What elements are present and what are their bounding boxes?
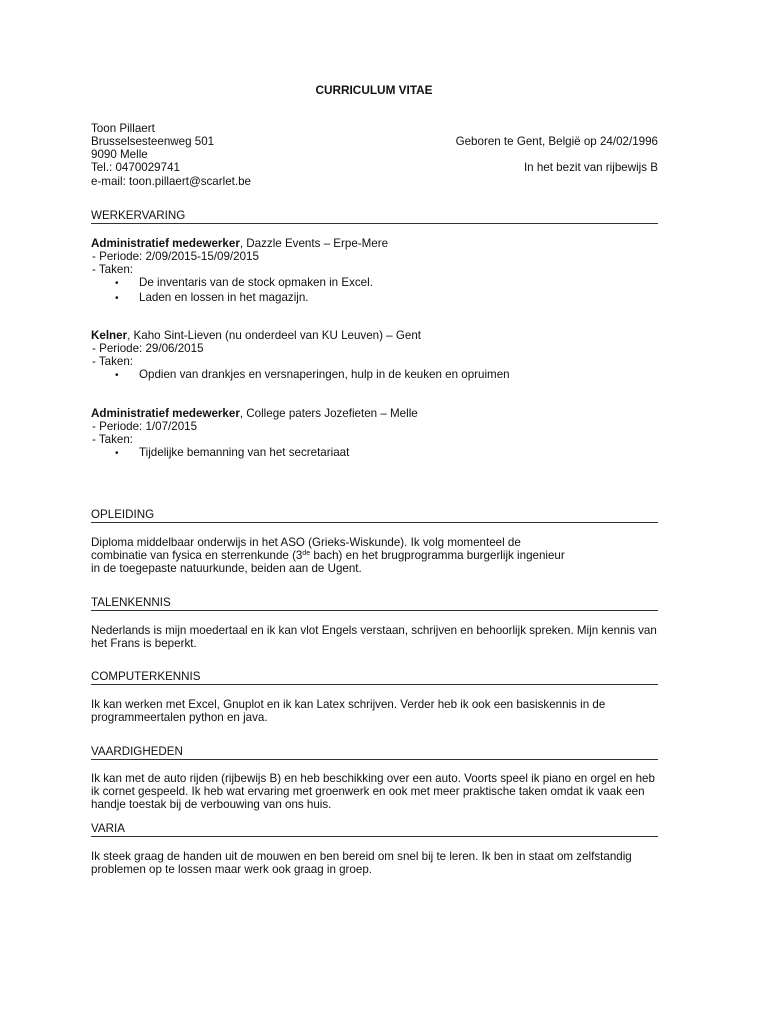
job-tasks-label-1: - Taken: [92,263,134,276]
vaardigheden-text: Ik kan met de auto rijden (rijbewijs B) en heb beschikking over een auto. Voorts speel ik piano en orgel en heb ik cornet gespeeld. Ik heb wat ervaring met groenwerk en ook met meer praktische taken omdat ik vaak een handje toestak bij de verbouwing van ons huis. [91,772,655,811]
list-item [115,368,510,382]
computerkennis-text: Ik kan werken met Excel, Gnuplot en ik kan Latex schrijven. Verder heb ik ook een basiskennis in de programmeertalen python en java. [91,698,606,724]
job-task-text: Laden en lossen in het magazijn. [139,291,309,304]
list-item [115,446,349,460]
section-heading-vaardigheden: VAARDIGHEDEN [91,745,658,760]
section-heading-varia: VARIA [91,822,658,837]
job-task-text: De inventaris van de stock opmaken in Excel. [139,276,373,289]
license-info: In het bezit van rijbewijs B [523,161,658,174]
opleiding-line-2 [91,549,565,562]
job-employer-3: , College paters Jozefieten – Melle [239,407,418,420]
section-heading-werkervaring: WERKERVARING [91,209,658,224]
job-employer-1: , Dazzle Events – Erpe-Mere [239,237,389,250]
job-employer-2: , Kaho Sint-Lieven (nu onderdeel van KU Leuven) – Gent [127,329,421,342]
job-task-text: Opdien van drankjes en versnaperingen, hulp in de keuken en opruimen [139,368,510,381]
birth-info: Geboren te Gent, België op 24/02/1996 [455,135,658,148]
city: 9090 Melle [91,148,148,161]
opleiding-line-1: Diploma middelbaar onderwijs in het ASO (Grieks-Wiskunde). Ik volg momenteel de [91,536,521,549]
job-tasks-label-2: - Taken: [92,355,134,368]
job-tasks-label-3: - Taken: [92,433,134,446]
street: Brusselsesteenweg 501 [91,135,215,148]
list-item [115,291,309,305]
job-title-1 [91,237,388,250]
opleiding-line-2-start: combinatie van fysica en sterrenkunde (3 [91,549,303,562]
opleiding-line-2-end: bach) en het brugprogramma burgerlijk ingenieur [310,549,565,562]
section-heading-talenkennis: TALENKENNIS [91,596,658,611]
talenkennis-text: Nederlands is mijn moedertaal en ik kan vlot Engels verstaan, schrijven en behoorlijk spreken. Mijn kennis van het Frans is beperkt. [91,624,657,650]
job-title-3 [91,407,418,420]
page-title: CURRICULUM VITAE [315,83,433,97]
name: Toon Pillaert [91,122,155,135]
phone: Tel.: 0470029741 [91,161,180,174]
bullet-icon: • [115,293,119,304]
list-item [115,276,373,290]
bullet-icon: • [115,448,119,459]
bullet-icon: • [115,370,119,381]
job-task-text: Tijdelijke bemanning van het secretariaat [139,446,350,459]
varia-text: Ik steek graag de handen uit de mouwen en ben bereid om snel bij te leren. Ik ben in staat om zelfstandig problemen op te lossen maar werk ook graag in groep. [91,850,632,876]
section-heading-computerkennis: COMPUTERKENNIS [91,670,658,685]
opleiding-line-3: in de toegepaste natuurkunde, beiden aan de Ugent. [91,562,362,575]
bullet-icon: • [115,278,119,289]
section-heading-opleiding: OPLEIDING [91,508,658,523]
job-role-3: Administratief medewerker [91,407,240,420]
ordinal-superscript: de [302,550,311,557]
job-period-2: - Periode: 29/06/2015 [92,342,204,355]
job-title-2 [91,329,421,342]
job-role-2: Kelner [91,329,128,342]
job-period-1: - Periode: 2/09/2015-15/09/2015 [92,250,259,263]
job-period-3: - Periode: 1/07/2015 [92,420,198,433]
email: e-mail: toon.pillaert@scarlet.be [91,175,251,188]
job-role-1: Administratief medewerker [91,237,240,250]
